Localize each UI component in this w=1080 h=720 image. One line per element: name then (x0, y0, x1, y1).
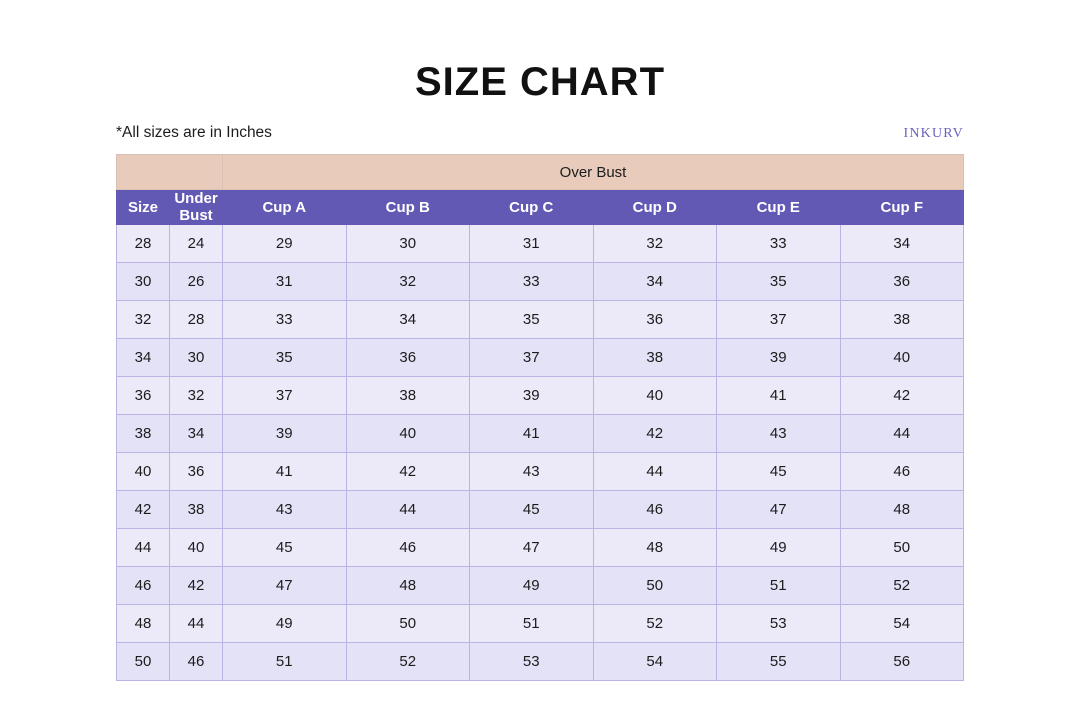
cell-cup-b: 42 (346, 453, 470, 491)
cell-cup-c: 37 (470, 339, 594, 377)
cell-cup-b: 52 (346, 643, 470, 681)
table-row (117, 643, 964, 681)
cell-cup-c: 47 (470, 529, 594, 567)
cell-cup-f: 38 (840, 301, 964, 339)
column-header-cup-c: Cup C (470, 190, 594, 225)
cell-under-bust: 36 (170, 453, 223, 491)
cell-cup-b: 44 (346, 491, 470, 529)
table-row (117, 453, 964, 491)
cell-under-bust: 24 (170, 225, 223, 263)
cell-size: 46 (117, 567, 170, 605)
cell-size: 44 (117, 529, 170, 567)
cell-cup-a: 29 (223, 225, 347, 263)
cell-cup-b: 38 (346, 377, 470, 415)
cell-cup-f: 42 (840, 377, 964, 415)
cell-size: 50 (117, 643, 170, 681)
cell-size: 34 (117, 339, 170, 377)
cell-cup-b: 32 (346, 263, 470, 301)
cell-cup-a: 41 (223, 453, 347, 491)
cell-cup-f: 52 (840, 567, 964, 605)
cell-cup-a: 51 (223, 643, 347, 681)
group-header-over-bust: Over Bust (223, 155, 964, 190)
column-header-size: Size (117, 190, 170, 225)
cell-cup-a: 35 (223, 339, 347, 377)
cell-cup-e: 33 (717, 225, 841, 263)
cell-under-bust: 38 (170, 491, 223, 529)
cell-cup-e: 43 (717, 415, 841, 453)
table-head (117, 155, 964, 225)
brand-logo: INKURV (903, 126, 964, 141)
table-row (117, 529, 964, 567)
column-header-cup-f: Cup F (840, 190, 964, 225)
cell-cup-c: 43 (470, 453, 594, 491)
cell-under-bust: 32 (170, 377, 223, 415)
cell-under-bust: 46 (170, 643, 223, 681)
cell-cup-b: 30 (346, 225, 470, 263)
cell-cup-d: 54 (593, 643, 717, 681)
cell-size: 30 (117, 263, 170, 301)
table-row (117, 415, 964, 453)
cell-under-bust: 28 (170, 301, 223, 339)
cell-cup-e: 53 (717, 605, 841, 643)
cell-cup-a: 45 (223, 529, 347, 567)
cell-cup-d: 46 (593, 491, 717, 529)
cell-size: 32 (117, 301, 170, 339)
cell-size: 38 (117, 415, 170, 453)
cell-cup-f: 48 (840, 491, 964, 529)
cell-cup-c: 35 (470, 301, 594, 339)
cell-cup-e: 55 (717, 643, 841, 681)
cell-cup-c: 49 (470, 567, 594, 605)
cell-under-bust: 44 (170, 605, 223, 643)
table-row (117, 377, 964, 415)
table-row (117, 567, 964, 605)
cell-cup-a: 49 (223, 605, 347, 643)
cell-cup-f: 46 (840, 453, 964, 491)
cell-cup-b: 40 (346, 415, 470, 453)
cell-cup-f: 44 (840, 415, 964, 453)
cell-cup-e: 47 (717, 491, 841, 529)
cell-cup-f: 56 (840, 643, 964, 681)
cell-cup-e: 39 (717, 339, 841, 377)
cell-cup-c: 31 (470, 225, 594, 263)
cell-cup-e: 45 (717, 453, 841, 491)
table-row (117, 263, 964, 301)
column-header-cup-d: Cup D (593, 190, 717, 225)
table-row (117, 605, 964, 643)
cell-cup-f: 36 (840, 263, 964, 301)
column-header-under-bust: Under Bust (170, 190, 223, 225)
cell-cup-a: 47 (223, 567, 347, 605)
cell-cup-f: 50 (840, 529, 964, 567)
cell-cup-c: 39 (470, 377, 594, 415)
table-row (117, 225, 964, 263)
cell-cup-a: 39 (223, 415, 347, 453)
cell-cup-b: 48 (346, 567, 470, 605)
cell-cup-c: 51 (470, 605, 594, 643)
cell-cup-a: 31 (223, 263, 347, 301)
table-body (117, 225, 964, 681)
group-header-row (117, 155, 964, 190)
cell-cup-e: 37 (717, 301, 841, 339)
cell-size: 42 (117, 491, 170, 529)
cell-cup-a: 43 (223, 491, 347, 529)
subtitle-row (116, 124, 964, 146)
column-header-cup-a: Cup A (223, 190, 347, 225)
cell-under-bust: 42 (170, 567, 223, 605)
cell-cup-c: 53 (470, 643, 594, 681)
cell-size: 40 (117, 453, 170, 491)
cell-cup-d: 34 (593, 263, 717, 301)
size-chart-table (116, 154, 964, 681)
cell-cup-d: 40 (593, 377, 717, 415)
cell-under-bust: 40 (170, 529, 223, 567)
cell-cup-b: 36 (346, 339, 470, 377)
units-note: *All sizes are in Inches (116, 124, 272, 141)
cell-cup-c: 41 (470, 415, 594, 453)
group-header-blank (117, 155, 223, 190)
cell-cup-a: 33 (223, 301, 347, 339)
cell-cup-d: 38 (593, 339, 717, 377)
cell-cup-b: 50 (346, 605, 470, 643)
cell-cup-e: 41 (717, 377, 841, 415)
cell-size: 48 (117, 605, 170, 643)
cell-cup-d: 48 (593, 529, 717, 567)
cell-cup-f: 34 (840, 225, 964, 263)
cell-size: 36 (117, 377, 170, 415)
table-row (117, 491, 964, 529)
page-title: SIZE CHART (415, 60, 665, 104)
cell-under-bust: 34 (170, 415, 223, 453)
cell-cup-d: 50 (593, 567, 717, 605)
cell-cup-c: 45 (470, 491, 594, 529)
cell-size: 28 (117, 225, 170, 263)
cell-under-bust: 30 (170, 339, 223, 377)
cell-cup-c: 33 (470, 263, 594, 301)
table-row (117, 339, 964, 377)
column-header-row (117, 190, 964, 225)
cell-cup-d: 52 (593, 605, 717, 643)
cell-cup-b: 46 (346, 529, 470, 567)
cell-cup-f: 54 (840, 605, 964, 643)
cell-cup-b: 34 (346, 301, 470, 339)
cell-cup-d: 42 (593, 415, 717, 453)
cell-cup-e: 35 (717, 263, 841, 301)
cell-cup-a: 37 (223, 377, 347, 415)
cell-cup-d: 32 (593, 225, 717, 263)
cell-cup-f: 40 (840, 339, 964, 377)
cell-cup-d: 44 (593, 453, 717, 491)
cell-cup-e: 49 (717, 529, 841, 567)
table-row (117, 301, 964, 339)
cell-under-bust: 26 (170, 263, 223, 301)
cell-cup-e: 51 (717, 567, 841, 605)
column-header-cup-e: Cup E (717, 190, 841, 225)
cell-cup-d: 36 (593, 301, 717, 339)
column-header-cup-b: Cup B (346, 190, 470, 225)
